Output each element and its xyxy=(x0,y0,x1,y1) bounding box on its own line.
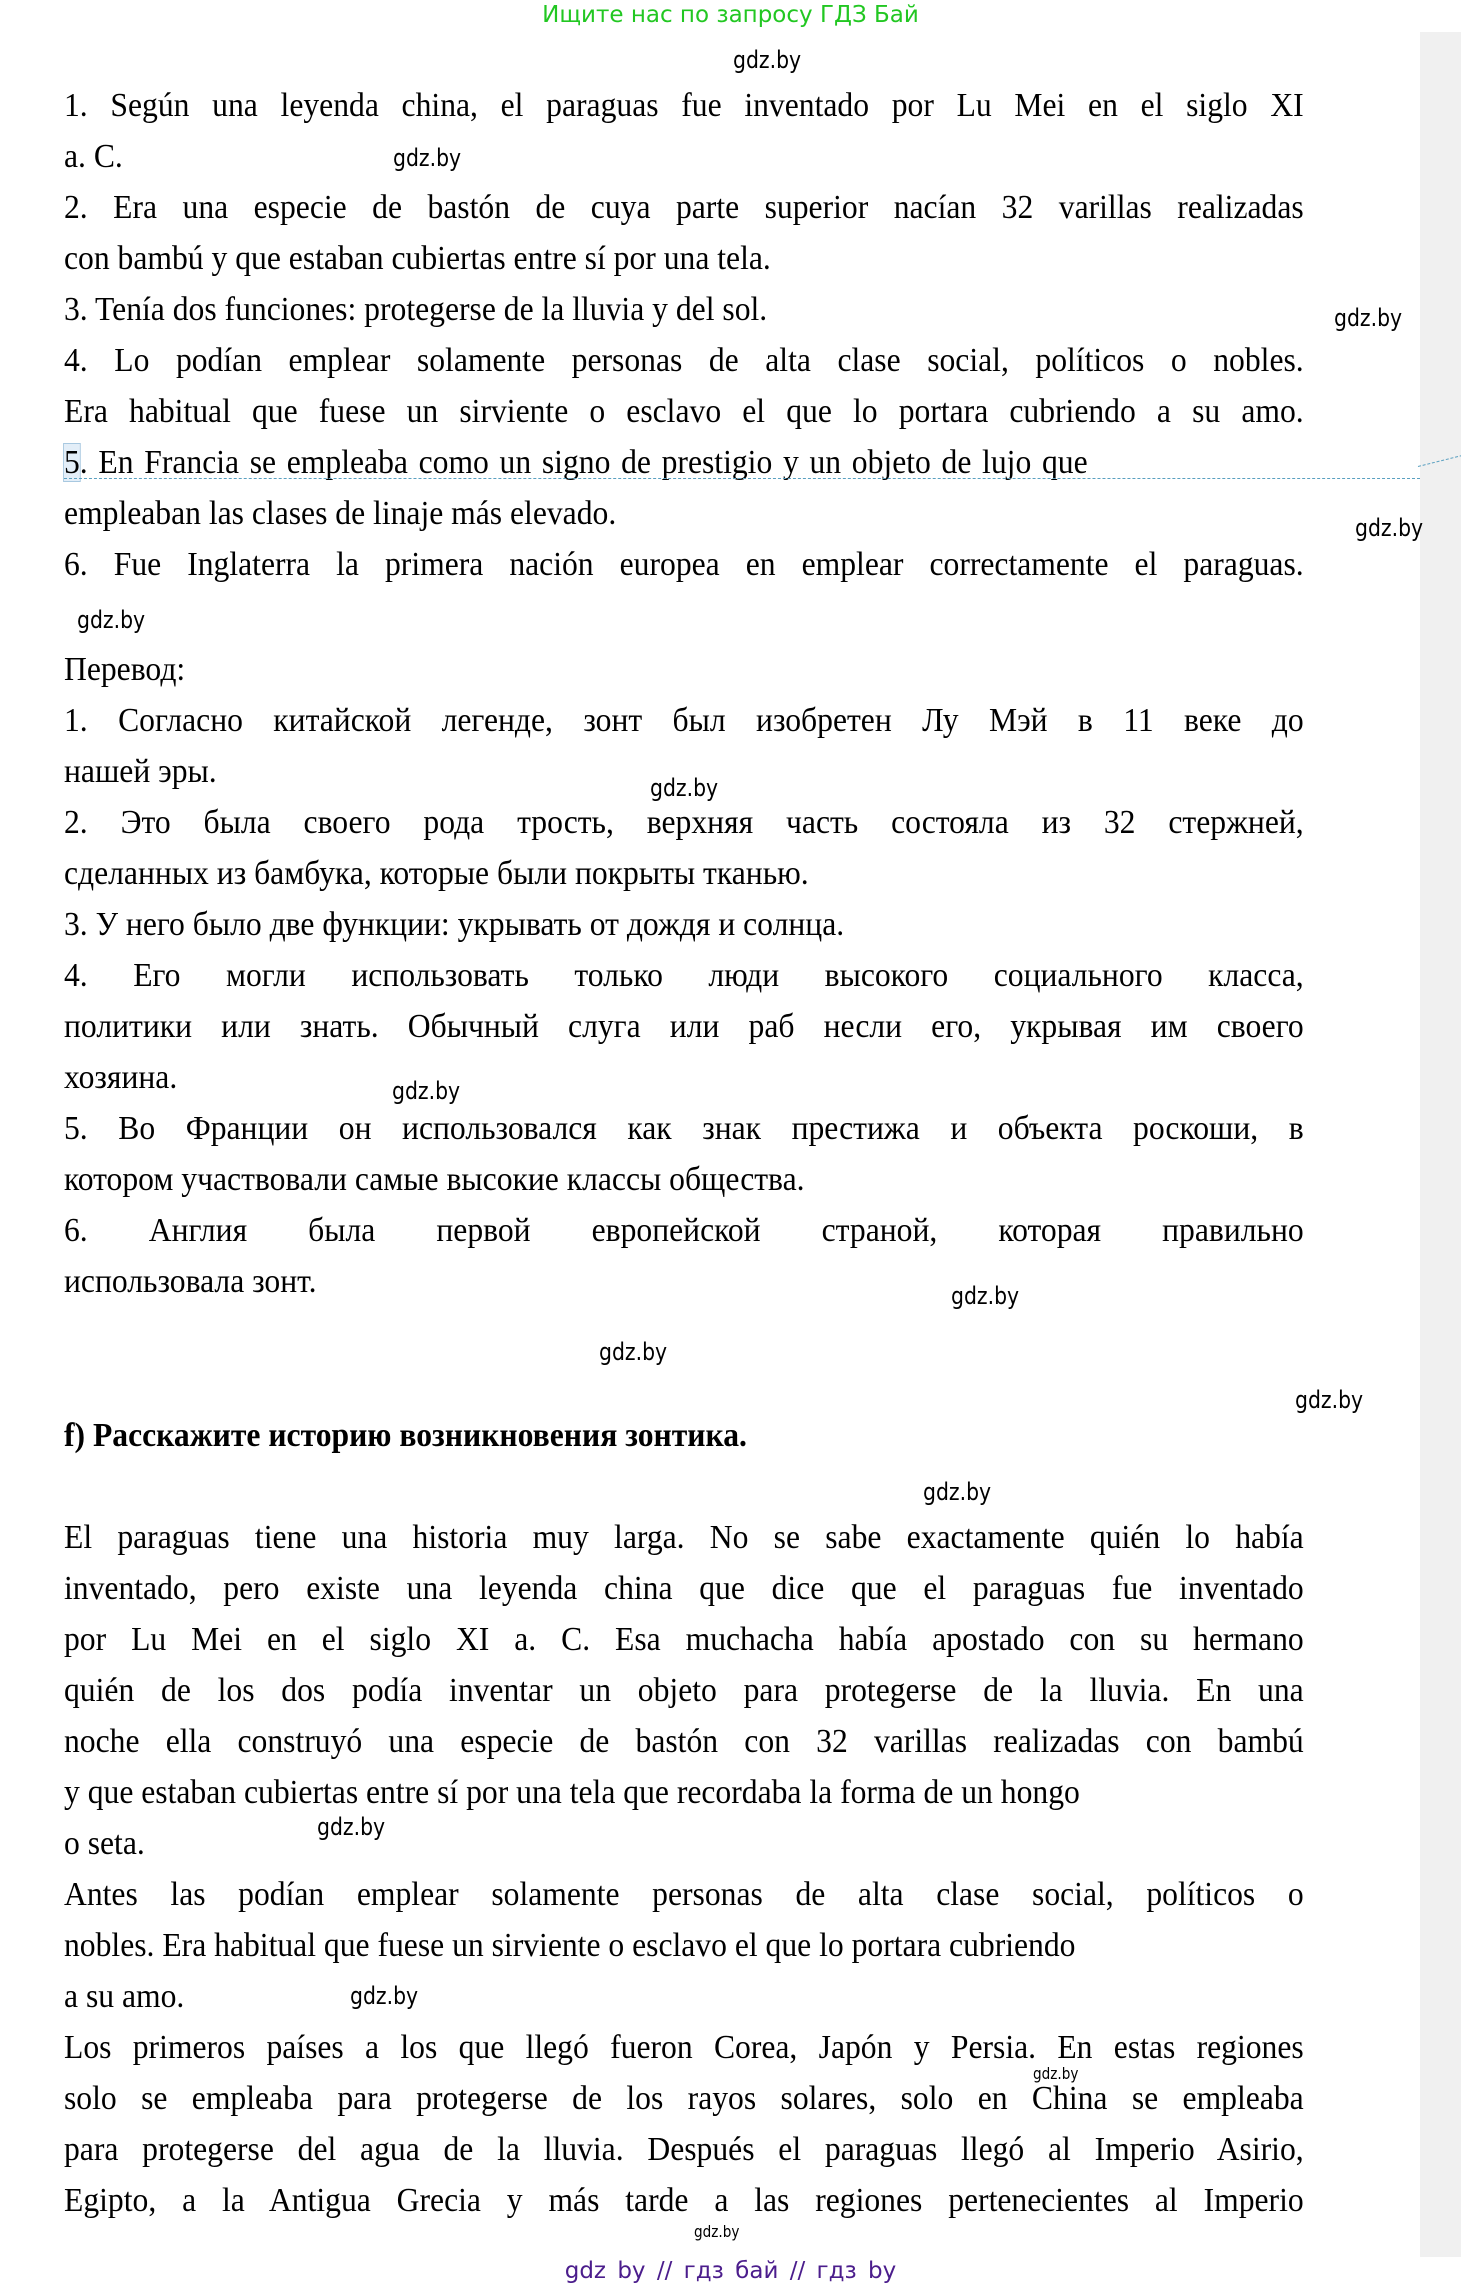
text-line: Los primeros países a los que llegó fueron Corea, Japón y Persia. En estas regiones xyxy=(64,2029,1304,2066)
text-line: o seta. xyxy=(64,1825,145,1862)
watermark: gdz.by xyxy=(1033,2064,1079,2083)
text-line: использовала зонт. xyxy=(64,1263,317,1300)
text-line: a su amo. xyxy=(64,1978,185,2015)
text-line: El paraguas tiene una historia muy larga. No se sabe exactamente quién lo había xyxy=(64,1519,1304,1556)
task-heading: f) Расскажите историю возникновения зонтика. xyxy=(64,1417,747,1454)
watermark: gdz.by xyxy=(923,1478,992,1506)
header-ad-text[interactable]: Ищите нас по запросу ГДЗ Бай xyxy=(542,2,919,28)
text-line: a. C. xyxy=(64,138,123,175)
watermark: gdz.by xyxy=(694,2222,740,2241)
text-line: 1. Según una leyenda china, el paraguas fue inventado por Lu Mei en el siglo XI xyxy=(64,87,1304,124)
watermark: gdz.by xyxy=(393,144,462,172)
text-line: 2. Это была своего рода трость, верхняя часть состояла из 32 стержней, xyxy=(64,804,1304,841)
text-span: . En Francia se empleaba como un signo de prestigio y un objeto de lujo que xyxy=(79,444,1088,481)
text-line: y que estaban cubiertas entre sí por una tela que recordaba la forma de un hongo xyxy=(64,1774,1080,1811)
text-line: nobles. Era habitual que fuese un sirviente o esclavo el que lo portara cubriendo xyxy=(64,1927,1076,1964)
text-line: котором участвовали самые высокие классы общества. xyxy=(64,1161,805,1198)
text-line: политики или знать. Обычный слуга или раб несли его, укрывая им своего xyxy=(64,1008,1304,1045)
text-line: solo se empleaba para protegerse de los rayos solares, solo en China se empleaba xyxy=(64,2080,1304,2117)
selection-highlight[interactable]: 5 xyxy=(64,444,80,481)
text-line: 2. Era una especie de bastón de cuya parte superior nacían 32 varillas realizadas xyxy=(64,189,1304,226)
text-line: Egipto, a la Antigua Grecia y más tarde a las regiones pertenecientes al Imperio xyxy=(64,2182,1304,2219)
watermark: gdz.by xyxy=(650,774,719,802)
text-line: 4. Его могли использовать только люди высокого социального класса, xyxy=(64,957,1304,994)
text-line: хозяина. xyxy=(64,1059,178,1096)
text-line: 5. Во Франции он использовался как знак престижа и объекта роскоши, в xyxy=(64,1110,1304,1147)
watermark: gdz.by xyxy=(1295,1386,1364,1414)
text-line: сделанных из бамбука, которые были покрыты тканью. xyxy=(64,855,809,892)
watermark: gdz.by xyxy=(1355,514,1424,542)
text-line: noche ella construyó una especie de bastón con 32 varillas realizadas con bambú xyxy=(64,1723,1304,1760)
text-line: empleaban las clases de linaje más elevado. xyxy=(64,495,617,532)
watermark: gdz.by xyxy=(733,46,802,74)
watermark: gdz.by xyxy=(392,1077,461,1105)
text-line: 4. Lo podían emplear solamente personas de alta clase social, políticos o nobles. xyxy=(64,342,1304,379)
text-line: 3. У него было две функции: укрывать от дождя и солнца. xyxy=(64,906,845,943)
text-line: con bambú y que estaban cubiertas entre sí por una tela. xyxy=(64,240,771,277)
text-line-commented[interactable] xyxy=(64,437,1304,488)
watermark: gdz.by xyxy=(317,1813,386,1841)
text-line: para protegerse del agua de la lluvia. Después el paraguas llegó al Imperio Asirio, xyxy=(64,2131,1304,2168)
side-panel xyxy=(1420,32,1461,2257)
watermark: gdz.by xyxy=(350,1982,419,2010)
text-line: Era habitual que fuese un sirviente o esclavo el que lo portara cubriendo a su amo. xyxy=(64,393,1304,430)
text-line: por Lu Mei en el siglo XI a. C. Esa muchacha había apostado con su hermano xyxy=(64,1621,1304,1658)
text-line: 6. Fue Inglaterra la primera nación europea en emplear correctamente el paraguas. xyxy=(64,546,1304,583)
text-line: 1. Согласно китайской легенде, зонт был изобретен Лу Мэй в 11 веке до xyxy=(64,702,1304,739)
watermark: gdz.by xyxy=(599,1338,668,1366)
comment-anchor-line xyxy=(64,478,1420,479)
text-line: quién de los dos podía inventar un objeto para protegerse de la lluvia. En una xyxy=(64,1672,1304,1709)
text-line: нашей эры. xyxy=(64,753,217,790)
text-line: 6. Англия была первой европейской страной, которая правильно xyxy=(64,1212,1304,1249)
text-line: Antes las podían emplear solamente personas de alta clase social, políticos o xyxy=(64,1876,1304,1913)
watermark: gdz.by xyxy=(951,1282,1020,1310)
text-line: inventado, pero existe una leyenda china que dice que el paraguas fue inventado xyxy=(64,1570,1304,1607)
translation-heading: Перевод: xyxy=(64,651,186,688)
footer-ad-text[interactable]: gdz by // гдз бай // гдз by xyxy=(564,2258,897,2284)
watermark: gdz.by xyxy=(77,606,146,634)
text-line: 3. Tenía dos funciones: protegerse de la lluvia y del sol. xyxy=(64,291,768,328)
watermark: gdz.by xyxy=(1334,304,1403,332)
